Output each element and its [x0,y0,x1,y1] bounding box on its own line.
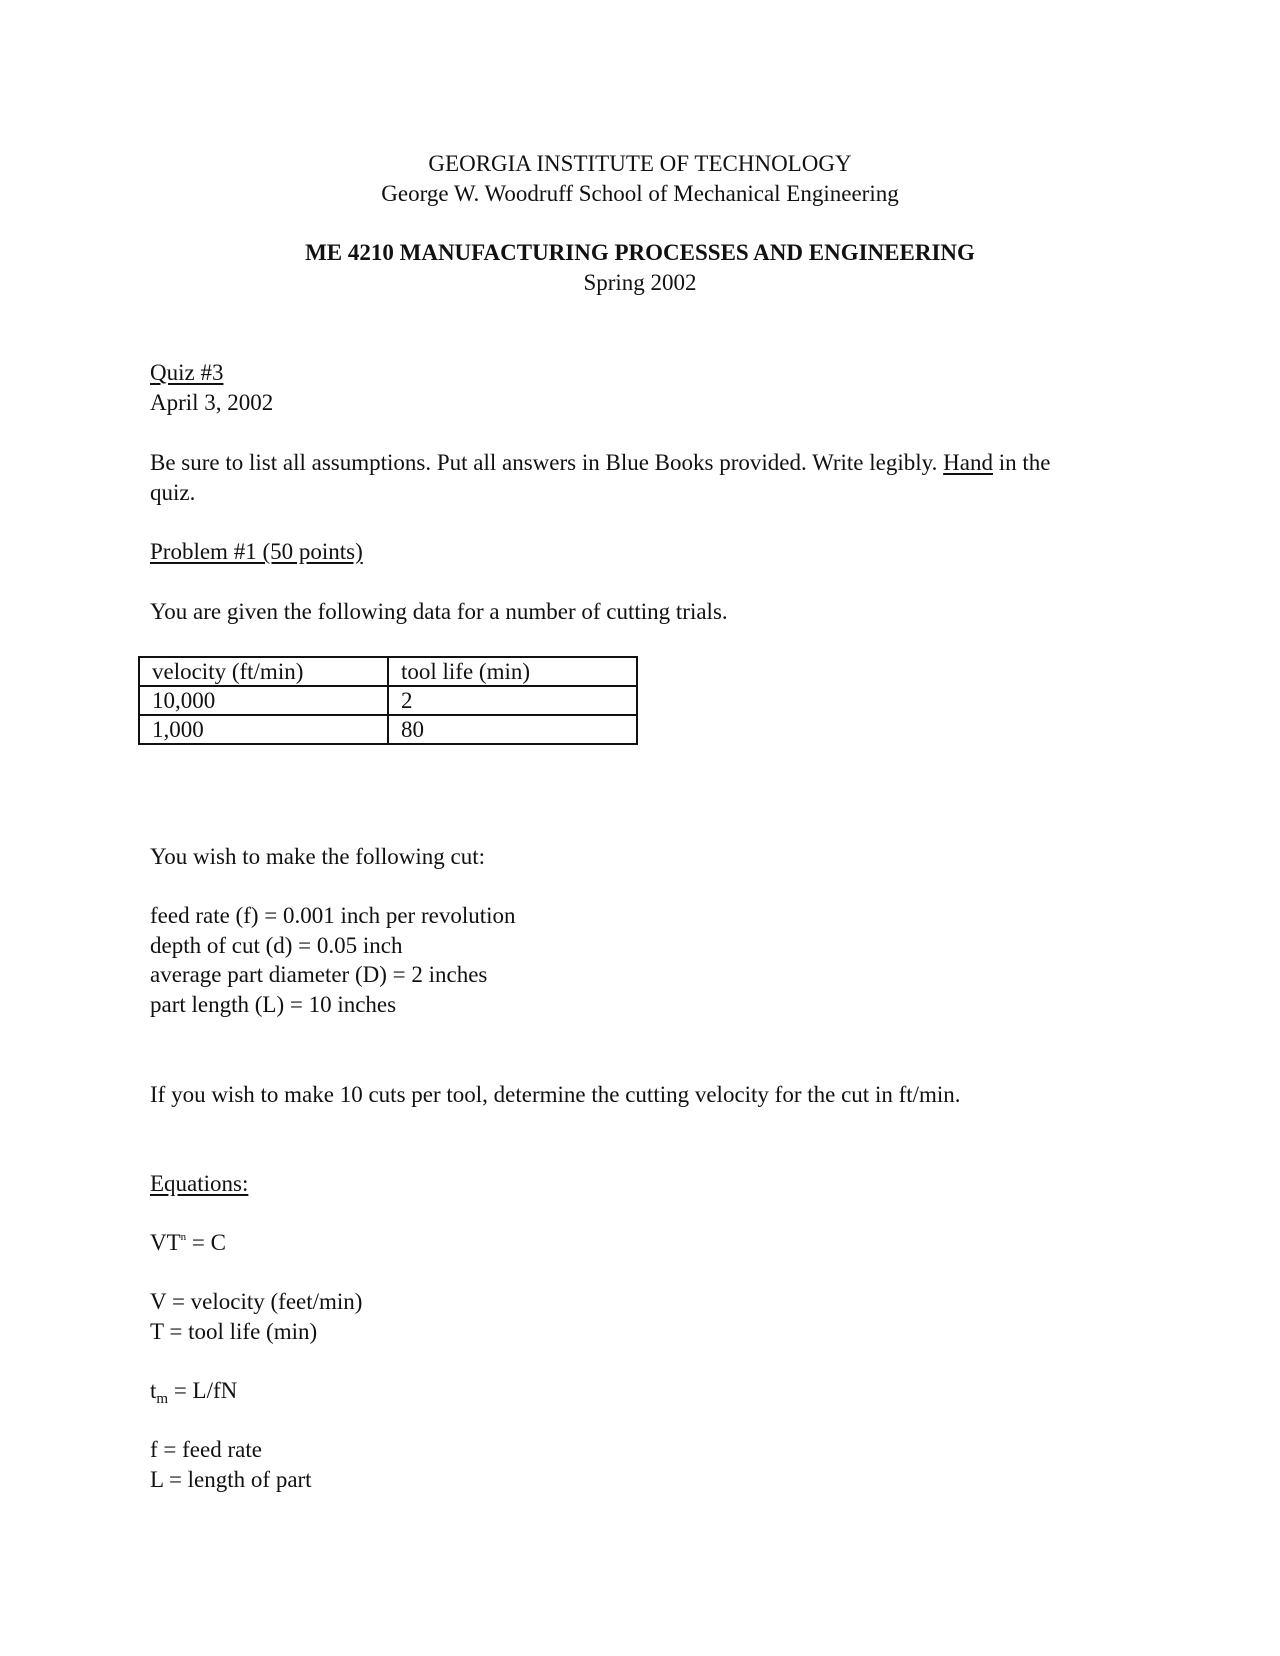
instructions-text-1: Be sure to list all assumptions. Put all answers in Blue Books provided. Write legibly. [150,450,944,475]
taylor-base: VT [150,1230,181,1255]
course-title: ME 4210 MANUFACTURING PROCESSES AND ENGINEERING [305,240,975,265]
machining-time-equation [150,1376,237,1409]
equations-heading: Equations: [150,1171,249,1196]
problem-question: If you wish to make 10 cuts per tool, determine the cutting velocity for the cut in ft/min. [150,1082,961,1107]
table-header-cell: velocity (ft/min) [139,657,388,686]
table-row [139,686,637,715]
cut-param-feed-rate: feed rate (f) = 0.001 inch per revolution [150,903,516,928]
taylor-def-velocity: V = velocity (feet/min) [150,1289,363,1314]
taylor-rest: = C [186,1230,226,1255]
quiz-title: Quiz #3 [150,360,224,385]
problem-intro: You are given the following data for a number of cutting trials. [150,599,728,624]
table-header-cell: tool life (min) [388,657,637,686]
table-cell: 80 [388,715,637,744]
table-cell: 10,000 [139,686,388,715]
cut-intro: You wish to make the following cut: [150,844,485,869]
tm-rest: = L/fN [168,1378,238,1403]
institution-title: GEORGIA INSTITUTE OF TECHNOLOGY [428,151,852,176]
table-cell: 2 [388,686,637,715]
cutting-trials-table [138,656,638,745]
instructions-paragraph [150,448,1090,508]
time-def-length: L = length of part [150,1467,312,1492]
cut-param-depth: depth of cut (d) = 0.05 inch [150,933,403,958]
tm-base: t [150,1378,157,1403]
taylor-def-tool-life: T = tool life (min) [150,1319,318,1344]
table-header-row [139,657,637,686]
tm-subscript: m [156,1391,169,1407]
quiz-date: April 3, 2002 [150,390,274,415]
taylor-equation [150,1228,226,1258]
instructions-text-2: in the quiz. [150,450,1051,505]
problem-heading: Problem #1 (50 points) [150,539,363,564]
time-def-feed-rate: f = feed rate [150,1437,262,1462]
instructions-hand-word: Hand [943,450,993,475]
cut-param-length: part length (L) = 10 inches [150,992,397,1017]
table-cell: 1,000 [139,715,388,744]
term-label: Spring 2002 [583,270,697,295]
table-row [139,715,637,744]
cut-param-diameter: average part diameter (D) = 2 inches [150,962,488,987]
taylor-exponent: n [180,1231,187,1243]
school-name: George W. Woodruff School of Mechanical Engineering [381,181,899,206]
